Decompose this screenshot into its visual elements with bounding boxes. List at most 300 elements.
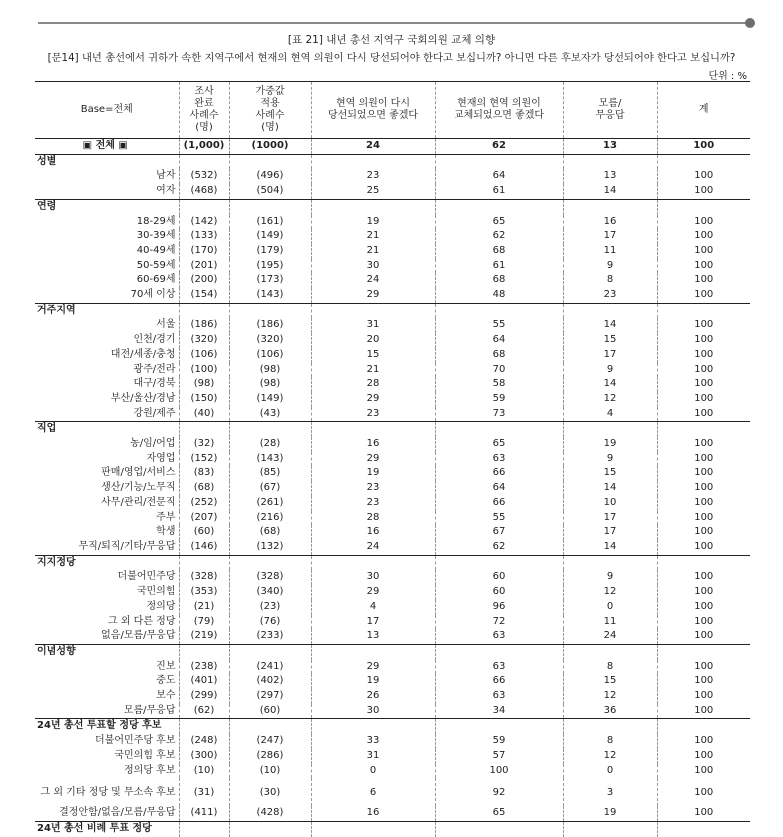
cell-replace: 92: [435, 778, 563, 806]
cell-completed: (252): [179, 496, 229, 511]
table-title: [표 21] 내년 총선 지역구 국회의원 교체 의향: [287, 34, 496, 46]
group-empty-cell: [229, 303, 311, 318]
cell-total: 100: [657, 704, 750, 719]
table-row: [35, 437, 750, 452]
cell-keep: 21: [311, 229, 435, 244]
group-empty-cell: [179, 555, 229, 570]
cell-keep: 26: [311, 689, 435, 704]
group-label: 성별: [35, 154, 179, 169]
cell-weighted: (68): [229, 525, 311, 540]
cell-total: 100: [657, 259, 750, 274]
cell-weighted: (67): [229, 481, 311, 496]
cell-completed: (468): [179, 184, 229, 199]
cell-completed: (31): [179, 778, 229, 806]
cell-completed: (60): [179, 525, 229, 540]
cell-replace: 65: [435, 437, 563, 452]
cell-replace: 57: [435, 749, 563, 764]
group-empty-cell: [563, 555, 657, 570]
cell-replace: 55: [435, 318, 563, 333]
cell-weighted: (320): [229, 333, 311, 348]
total-label: ▣ 전체 ▣: [35, 139, 179, 155]
table-row: [35, 259, 750, 274]
header-weighted: 가중값 적용 사례수 (명): [229, 82, 311, 139]
row-label: 주부: [156, 511, 176, 523]
cell-completed: (299): [179, 689, 229, 704]
cell-completed: (79): [179, 615, 229, 630]
cell-dont-know: 12: [563, 392, 657, 407]
group-empty-cell: [435, 422, 563, 437]
cell-replace: 65: [435, 215, 563, 230]
group-empty-cell: [179, 303, 229, 318]
cell-weighted: (241): [229, 660, 311, 675]
cell-keep: 29: [311, 392, 435, 407]
group-empty-cell: [435, 154, 563, 169]
cell-dont-know: 0: [563, 764, 657, 779]
cell-weighted: (504): [229, 184, 311, 199]
table-row: [35, 806, 750, 821]
header-base: Base=전체: [35, 82, 179, 139]
cell-weighted: (328): [229, 570, 311, 585]
row-label: 판매/영업/서비스: [101, 467, 176, 479]
cell-completed: (98): [179, 377, 229, 392]
cell-dont-know: 10: [563, 496, 657, 511]
row-label: 정의당 후보: [124, 764, 176, 776]
question-text: [문14] 내년 총선에서 귀하가 속한 지역구에서 현재의 현역 의원이 다시 당선되어야 한다고 보십니까? 아니면 다른 후보자가 당선되어야 한다고 보십니까?: [47, 52, 736, 64]
cell-keep: 17: [311, 615, 435, 630]
cell-keep: 19: [311, 215, 435, 230]
cell-keep: 31: [311, 318, 435, 333]
cell-weighted: (161): [229, 215, 311, 230]
group-empty-cell: [229, 199, 311, 214]
row-label: 60-69세: [136, 274, 176, 286]
cell-completed: (219): [179, 629, 229, 644]
table-row: [35, 585, 750, 600]
row-label: 자영업: [146, 452, 176, 464]
total-dont-know: 13: [563, 139, 657, 155]
group-empty-cell: [657, 199, 750, 214]
group-empty-cell: [311, 422, 435, 437]
cell-keep: 15: [311, 348, 435, 363]
cell-keep: 24: [311, 273, 435, 288]
group-empty-cell: [563, 199, 657, 214]
group-empty-cell: [563, 821, 657, 836]
row-label: 광주/전라: [133, 363, 176, 375]
cell-total: 100: [657, 511, 750, 526]
cell-completed: (353): [179, 585, 229, 600]
group-row: [35, 199, 750, 214]
cell-replace: 59: [435, 392, 563, 407]
table-row: [35, 570, 750, 585]
cell-total: 100: [657, 318, 750, 333]
cell-replace: 68: [435, 273, 563, 288]
cell-dont-know: 17: [563, 348, 657, 363]
cell-total: 100: [657, 734, 750, 749]
group-empty-cell: [229, 644, 311, 659]
table-row: [35, 407, 750, 422]
cell-keep: 29: [311, 288, 435, 303]
cell-dont-know: 14: [563, 377, 657, 392]
cell-weighted: (261): [229, 496, 311, 511]
cell-total: 100: [657, 481, 750, 496]
cell-total: 100: [657, 674, 750, 689]
cell-replace: 59: [435, 734, 563, 749]
result-table: [35, 81, 750, 837]
cell-total: 100: [657, 540, 750, 555]
group-empty-cell: [435, 555, 563, 570]
group-empty-cell: [229, 422, 311, 437]
cell-total: 100: [657, 466, 750, 481]
cell-dont-know: 19: [563, 806, 657, 821]
cell-dont-know: 15: [563, 466, 657, 481]
cell-keep: 28: [311, 511, 435, 526]
cell-replace: 62: [435, 229, 563, 244]
cell-replace: 72: [435, 615, 563, 630]
cell-dont-know: 14: [563, 184, 657, 199]
cell-weighted: (30): [229, 778, 311, 806]
cell-completed: (40): [179, 407, 229, 422]
cell-weighted: (195): [229, 259, 311, 274]
group-empty-cell: [229, 555, 311, 570]
cell-completed: (152): [179, 452, 229, 467]
group-row: [35, 719, 750, 734]
group-empty-cell: [563, 154, 657, 169]
cell-total: 100: [657, 600, 750, 615]
cell-keep: 16: [311, 437, 435, 452]
cell-total: 100: [657, 437, 750, 452]
group-empty-cell: [657, 154, 750, 169]
cell-weighted: (28): [229, 437, 311, 452]
cell-dont-know: 8: [563, 273, 657, 288]
row-label: 40-49세: [136, 244, 176, 256]
group-empty-cell: [657, 719, 750, 734]
cell-weighted: (496): [229, 169, 311, 184]
cell-keep: 6: [311, 778, 435, 806]
group-empty-cell: [311, 644, 435, 659]
top-rule: [38, 22, 750, 24]
cell-total: 100: [657, 377, 750, 392]
cell-total: 100: [657, 392, 750, 407]
group-label: 거주지역: [35, 303, 179, 318]
table-row: [35, 734, 750, 749]
cell-total: 100: [657, 689, 750, 704]
cell-dont-know: 19: [563, 437, 657, 452]
group-empty-cell: [179, 154, 229, 169]
table-row: [35, 660, 750, 675]
cell-completed: (10): [179, 764, 229, 779]
cell-replace: 64: [435, 169, 563, 184]
cell-dont-know: 12: [563, 749, 657, 764]
cell-weighted: (186): [229, 318, 311, 333]
table-row: [35, 540, 750, 555]
cell-weighted: (247): [229, 734, 311, 749]
table-row: [35, 333, 750, 348]
group-empty-cell: [179, 719, 229, 734]
cell-dont-know: 14: [563, 540, 657, 555]
cell-completed: (300): [179, 749, 229, 764]
header-row: [35, 82, 750, 139]
row-label: 남자: [156, 170, 176, 182]
row-label: 여자: [156, 185, 176, 197]
cell-completed: (133): [179, 229, 229, 244]
row-label: 18-29세: [136, 215, 176, 227]
row-label: 그 외 기타 정당 및 무소속 후보: [40, 786, 176, 798]
group-empty-cell: [435, 644, 563, 659]
cell-completed: (411): [179, 806, 229, 821]
cell-replace: 70: [435, 363, 563, 378]
cell-completed: (83): [179, 466, 229, 481]
cell-keep: 29: [311, 452, 435, 467]
top-rule-dot: [745, 18, 755, 28]
cell-keep: 23: [311, 481, 435, 496]
cell-replace: 63: [435, 452, 563, 467]
cell-weighted: (340): [229, 585, 311, 600]
cell-completed: (106): [179, 348, 229, 363]
cell-replace: 62: [435, 540, 563, 555]
cell-keep: 29: [311, 585, 435, 600]
cell-replace: 61: [435, 259, 563, 274]
row-label: 없음/모름/무응답: [101, 630, 176, 642]
cell-completed: (248): [179, 734, 229, 749]
cell-dont-know: 14: [563, 318, 657, 333]
cell-keep: 20: [311, 333, 435, 348]
header-completed: 조사 완료 사례수 (명): [179, 82, 229, 139]
group-row: [35, 422, 750, 437]
cell-keep: 4: [311, 600, 435, 615]
row-label: 학생: [156, 526, 176, 538]
cell-replace: 34: [435, 704, 563, 719]
table-row: [35, 704, 750, 719]
cell-weighted: (98): [229, 363, 311, 378]
row-label: 강원/제주: [133, 407, 176, 419]
row-label: 농/임/어업: [130, 438, 176, 450]
cell-completed: (401): [179, 674, 229, 689]
group-row: [35, 303, 750, 318]
cell-completed: (62): [179, 704, 229, 719]
cell-dont-know: 17: [563, 229, 657, 244]
table-row: [35, 629, 750, 644]
cell-total: 100: [657, 348, 750, 363]
table-row: [35, 273, 750, 288]
row-label: 부산/울산/경남: [110, 392, 176, 404]
table-body: [35, 139, 750, 837]
row-label: 50-59세: [136, 259, 176, 271]
group-empty-cell: [563, 422, 657, 437]
row-label: 중도: [156, 675, 176, 687]
cell-dont-know: 9: [563, 570, 657, 585]
group-label: 지지정당: [35, 555, 179, 570]
cell-weighted: (149): [229, 392, 311, 407]
cell-total: 100: [657, 764, 750, 779]
cell-dont-know: 15: [563, 674, 657, 689]
cell-replace: 55: [435, 511, 563, 526]
cell-keep: 16: [311, 806, 435, 821]
cell-weighted: (173): [229, 273, 311, 288]
group-empty-cell: [179, 422, 229, 437]
cell-completed: (170): [179, 244, 229, 259]
cell-completed: (100): [179, 363, 229, 378]
cell-total: 100: [657, 169, 750, 184]
cell-total: 100: [657, 244, 750, 259]
cell-weighted: (297): [229, 689, 311, 704]
cell-total: 100: [657, 273, 750, 288]
cell-completed: (238): [179, 660, 229, 675]
cell-replace: 61: [435, 184, 563, 199]
group-empty-cell: [657, 422, 750, 437]
cell-completed: (146): [179, 540, 229, 555]
group-empty-cell: [229, 821, 311, 836]
cell-weighted: (76): [229, 615, 311, 630]
row-label: 결정안함/없음/모름/무응답: [59, 807, 176, 819]
table-row: [35, 749, 750, 764]
cell-replace: 96: [435, 600, 563, 615]
cell-replace: 73: [435, 407, 563, 422]
cell-replace: 63: [435, 689, 563, 704]
group-row: [35, 821, 750, 836]
row-label: 정의당: [146, 600, 176, 612]
group-empty-cell: [179, 644, 229, 659]
cell-dont-know: 24: [563, 629, 657, 644]
row-label: 서울: [156, 319, 176, 331]
cell-replace: 67: [435, 525, 563, 540]
cell-keep: 25: [311, 184, 435, 199]
cell-dont-know: 9: [563, 363, 657, 378]
cell-weighted: (233): [229, 629, 311, 644]
group-empty-cell: [657, 821, 750, 836]
group-empty-cell: [435, 303, 563, 318]
group-empty-cell: [229, 154, 311, 169]
group-empty-cell: [657, 303, 750, 318]
cell-weighted: (60): [229, 704, 311, 719]
group-empty-cell: [435, 821, 563, 836]
cell-completed: (207): [179, 511, 229, 526]
group-empty-cell: [179, 821, 229, 836]
cell-total: 100: [657, 749, 750, 764]
cell-keep: 21: [311, 244, 435, 259]
cell-replace: 63: [435, 629, 563, 644]
cell-replace: 68: [435, 244, 563, 259]
table-row: [35, 215, 750, 230]
row-label: 그 외 다른 정당: [108, 615, 176, 627]
table-row: [35, 452, 750, 467]
table-row: [35, 466, 750, 481]
header-total: 계: [657, 82, 750, 139]
group-row: [35, 555, 750, 570]
cell-completed: (320): [179, 333, 229, 348]
cell-weighted: (149): [229, 229, 311, 244]
cell-keep: 0: [311, 764, 435, 779]
group-empty-cell: [179, 199, 229, 214]
cell-dont-know: 0: [563, 600, 657, 615]
cell-total: 100: [657, 615, 750, 630]
group-empty-cell: [657, 644, 750, 659]
cell-dont-know: 9: [563, 259, 657, 274]
row-label: 더불어민주당 후보: [95, 735, 176, 747]
cell-dont-know: 3: [563, 778, 657, 806]
table-row: [35, 674, 750, 689]
cell-keep: 23: [311, 169, 435, 184]
cell-dont-know: 11: [563, 615, 657, 630]
cell-replace: 58: [435, 377, 563, 392]
cell-dont-know: 13: [563, 169, 657, 184]
cell-keep: 29: [311, 660, 435, 675]
row-label: 대구/경북: [133, 378, 176, 390]
cell-weighted: (10): [229, 764, 311, 779]
cell-total: 100: [657, 806, 750, 821]
cell-dont-know: 11: [563, 244, 657, 259]
cell-total: 100: [657, 407, 750, 422]
cell-dont-know: 16: [563, 215, 657, 230]
row-label: 무직/퇴직/기타/무응답: [78, 540, 176, 552]
cell-dont-know: 12: [563, 689, 657, 704]
group-empty-cell: [311, 719, 435, 734]
cell-replace: 60: [435, 570, 563, 585]
cell-weighted: (106): [229, 348, 311, 363]
cell-weighted: (143): [229, 452, 311, 467]
cell-keep: 30: [311, 259, 435, 274]
cell-dont-know: 17: [563, 525, 657, 540]
cell-dont-know: 8: [563, 660, 657, 675]
cell-total: 100: [657, 585, 750, 600]
cell-dont-know: 36: [563, 704, 657, 719]
table-row: [35, 348, 750, 363]
total-row: [35, 139, 750, 155]
cell-total: 100: [657, 525, 750, 540]
cell-dont-know: 12: [563, 585, 657, 600]
row-label: 30-39세: [136, 230, 176, 242]
cell-weighted: (98): [229, 377, 311, 392]
group-empty-cell: [311, 199, 435, 214]
cell-replace: 66: [435, 496, 563, 511]
cell-weighted: (143): [229, 288, 311, 303]
cell-completed: (328): [179, 570, 229, 585]
cell-dont-know: 14: [563, 481, 657, 496]
cell-completed: (201): [179, 259, 229, 274]
table-row: [35, 184, 750, 199]
group-empty-cell: [563, 719, 657, 734]
cell-total: 100: [657, 288, 750, 303]
total-sum: 100: [657, 139, 750, 155]
row-label: 모름/무응답: [123, 704, 176, 716]
cell-completed: (154): [179, 288, 229, 303]
group-empty-cell: [311, 555, 435, 570]
table-row: [35, 481, 750, 496]
cell-keep: 21: [311, 363, 435, 378]
cell-weighted: (428): [229, 806, 311, 821]
cell-completed: (21): [179, 600, 229, 615]
cell-keep: 30: [311, 704, 435, 719]
table-row: [35, 689, 750, 704]
group-row: [35, 644, 750, 659]
group-empty-cell: [563, 303, 657, 318]
cell-keep: 19: [311, 466, 435, 481]
table-row: [35, 377, 750, 392]
table-row: [35, 318, 750, 333]
unit-label: 단위 : %: [708, 71, 747, 82]
cell-keep: 23: [311, 407, 435, 422]
group-label: 연령: [35, 199, 179, 214]
cell-weighted: (179): [229, 244, 311, 259]
cell-dont-know: 17: [563, 511, 657, 526]
table-row: [35, 392, 750, 407]
cell-keep: 13: [311, 629, 435, 644]
cell-weighted: (216): [229, 511, 311, 526]
cell-total: 100: [657, 333, 750, 348]
group-empty-cell: [311, 303, 435, 318]
group-label: 24년 총선 비례 투표 정당: [35, 821, 179, 836]
cell-completed: (150): [179, 392, 229, 407]
cell-replace: 66: [435, 466, 563, 481]
row-label: 국민의힘: [136, 586, 176, 598]
